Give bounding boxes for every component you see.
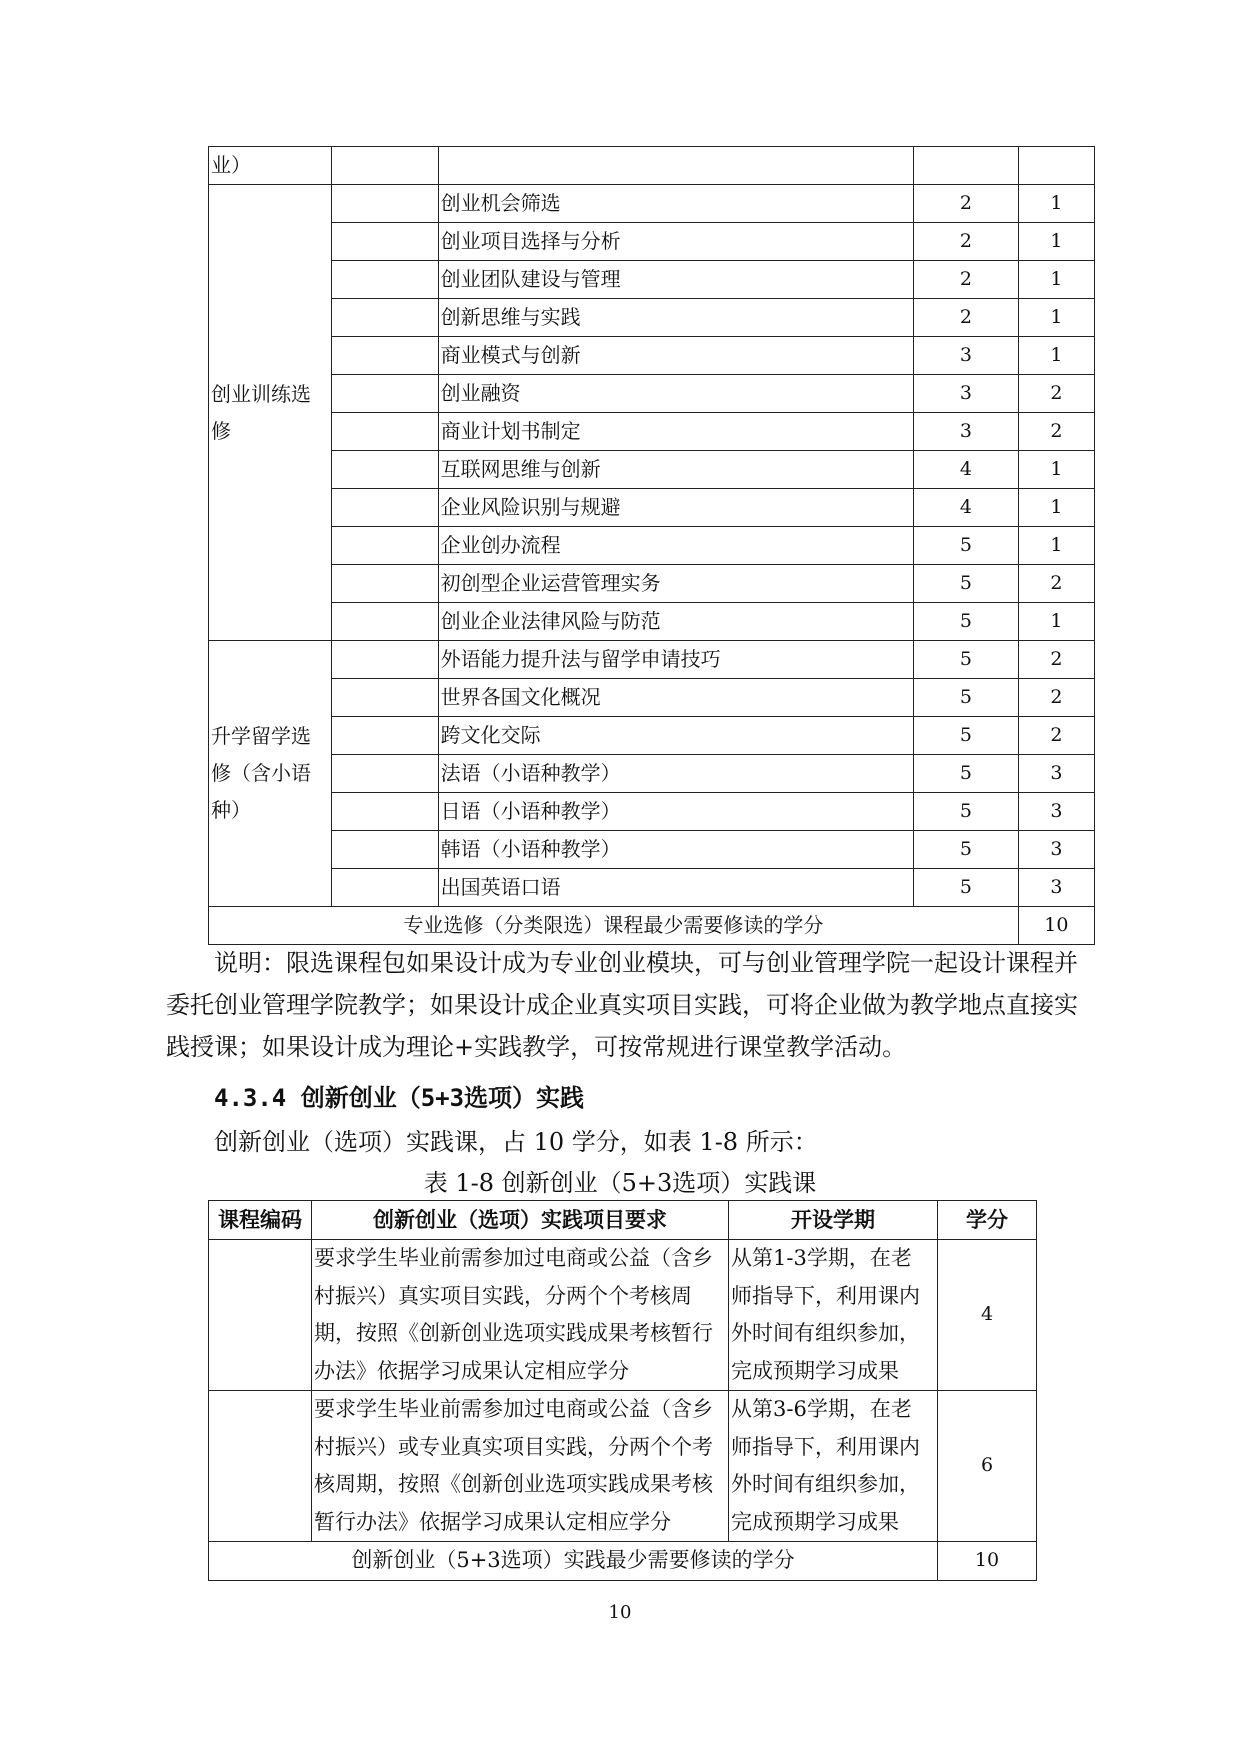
term-cell: 4 [914,489,1019,527]
term-cell: 5 [914,603,1019,641]
course-name-cell: 外语能力提升法与留学申请技巧 [438,641,914,679]
credit-cell: 4 [938,1240,1037,1391]
table-row [209,375,1095,413]
requirement-cell: 要求学生毕业前需参加过电商或公益（含乡 村振兴）或专业真实项目实践，分两个个考 核周期，按照《创新创业选项实践成果考核 暂行办法》依据学习成果认定相应学分 [312,1391,729,1542]
table-row [209,527,1095,565]
course-code-cell [209,1391,312,1542]
summary-row [209,1542,1037,1581]
table-header-row [209,1201,1037,1240]
summary-credit: 10 [1018,907,1094,945]
empty-cell [331,679,438,717]
empty-cell [331,299,438,337]
table-row [209,413,1095,451]
course-name-cell: 创业融资 [438,375,914,413]
course-name-cell: 创业企业法律风险与防范 [438,603,914,641]
table-row [209,755,1095,793]
credit-cell: 2 [1018,565,1094,603]
empty-cell [331,375,438,413]
credit-cell: 6 [938,1391,1037,1542]
header-credit: 学分 [938,1201,1037,1240]
course-name-cell: 企业风险识别与规避 [438,489,914,527]
empty-cell [331,641,438,679]
term-cell: 5 [914,641,1019,679]
table-row [209,717,1095,755]
explanation-note: 说明：限选课程包如果设计成为专业创业模块，可与创业管理学院一起设计课程并委托创业管理学院教学；如果设计成企业真实项目实践，可将企业做为教学地点直接实践授课；如果设计成为理论+实践教学，可按常规进行课堂教学活动。 [166,949,1078,1061]
empty-cell [331,717,438,755]
term-cell: 4 [914,451,1019,489]
elective-course-table [208,146,1095,945]
term-cell: 5 [914,527,1019,565]
table-row [209,299,1095,337]
credit-cell: 1 [1018,527,1094,565]
table-row [209,261,1095,299]
course-name-cell: 世界各国文化概况 [438,679,914,717]
credit-cell: 1 [1018,261,1094,299]
course-name-cell: 初创型企业运营管理实务 [438,565,914,603]
term-cell: 5 [914,755,1019,793]
table-row [209,679,1095,717]
credit-cell: 3 [1018,831,1094,869]
term-cell: 从第3-6学期，在老 师指导下，利用课内 外时间有组织参加， 完成预期学习成果 [729,1391,938,1542]
term-cell: 3 [914,375,1019,413]
empty-cell [331,755,438,793]
table-row [209,147,1095,185]
term-cell: 2 [914,185,1019,223]
empty-cell [331,603,438,641]
term-cell: 5 [914,565,1019,603]
table-row [209,337,1095,375]
section-heading: 4.3.4 创新创业（5+3选项）实践 [214,1084,585,1112]
empty-cell [331,261,438,299]
empty-cell [331,451,438,489]
credit-cell: 2 [1018,641,1094,679]
term-cell: 从第1-3学期，在老 师指导下，利用课内 外时间有组织参加， 完成预期学习成果 [729,1240,938,1391]
table-row [209,223,1095,261]
credit-cell: 1 [1018,603,1094,641]
term-cell: 3 [914,413,1019,451]
table-caption: 表 1-8 创新创业（5+3选项）实践课 [423,1169,817,1197]
term-cell: 3 [914,337,1019,375]
term-cell: 2 [914,299,1019,337]
credit-cell: 2 [1018,413,1094,451]
credit-cell [1018,147,1094,185]
course-name-cell: 出国英语口语 [438,869,914,907]
header-course-code: 课程编码 [209,1201,312,1240]
term-cell: 2 [914,261,1019,299]
course-name-cell: 创业项目选择与分析 [438,223,914,261]
course-name-cell: 跨文化交际 [438,717,914,755]
section-lead-text: 创新创业（选项）实践课，占 10 学分，如表 1-8 所示： [214,1128,818,1156]
header-term: 开设学期 [729,1201,938,1240]
empty-cell [331,185,438,223]
course-name-cell [438,147,914,185]
credit-cell: 3 [1018,793,1094,831]
term-cell: 5 [914,831,1019,869]
course-name-cell: 法语（小语种教学） [438,755,914,793]
table-row [209,793,1095,831]
term-cell: 5 [914,717,1019,755]
table-row [209,603,1095,641]
term-cell: 2 [914,223,1019,261]
course-name-cell: 商业计划书制定 [438,413,914,451]
summary-credit: 10 [938,1542,1037,1581]
group-cell: 业） [209,147,332,185]
summary-label: 创新创业（5+3选项）实践最少需要修读的学分 [209,1542,938,1581]
empty-cell [331,831,438,869]
practice-course-table [208,1200,1037,1581]
term-cell: 5 [914,679,1019,717]
page-number: 10 [608,1602,632,1623]
empty-cell [331,223,438,261]
course-code-cell [209,1240,312,1391]
summary-label: 专业选修（分类限选）课程最少需要修读的学分 [209,907,1019,945]
credit-cell: 2 [1018,717,1094,755]
course-name-cell: 商业模式与创新 [438,337,914,375]
group-cell: 升学留学选修（含小语种） [209,641,332,907]
course-name-cell: 创业团队建设与管理 [438,261,914,299]
empty-cell [331,793,438,831]
credit-cell: 3 [1018,869,1094,907]
course-name-cell: 韩语（小语种教学） [438,831,914,869]
credit-cell: 2 [1018,679,1094,717]
course-name-cell: 互联网思维与创新 [438,451,914,489]
credit-cell: 3 [1018,755,1094,793]
empty-cell [331,337,438,375]
course-name-cell: 企业创办流程 [438,527,914,565]
empty-cell [331,869,438,907]
course-name-cell: 创新思维与实践 [438,299,914,337]
credit-cell: 1 [1018,185,1094,223]
credit-cell: 1 [1018,337,1094,375]
credit-cell: 1 [1018,299,1094,337]
table-row [209,451,1095,489]
table-row [209,869,1095,907]
credit-cell: 1 [1018,489,1094,527]
term-cell: 5 [914,793,1019,831]
credit-cell: 1 [1018,451,1094,489]
empty-cell [331,565,438,603]
empty-cell [331,413,438,451]
table-row [209,185,1095,223]
table-row [209,1240,1037,1391]
table-row [209,489,1095,527]
credit-cell: 1 [1018,223,1094,261]
table-row [209,565,1095,603]
credit-cell: 2 [1018,375,1094,413]
empty-cell [331,489,438,527]
course-name-cell: 创业机会筛选 [438,185,914,223]
header-requirement: 创新创业（选项）实践项目要求 [312,1201,729,1240]
table-row [209,1391,1037,1542]
table-row [209,641,1095,679]
empty-cell [331,147,438,185]
term-cell [914,147,1019,185]
term-cell: 5 [914,869,1019,907]
summary-row [209,907,1095,945]
table-row [209,831,1095,869]
empty-cell [331,527,438,565]
group-cell: 创业训练选修 [209,185,332,641]
requirement-cell: 要求学生毕业前需参加过电商或公益（含乡 村振兴）真实项目实践，分两个个考核周 期，按照《创新创业选项实践成果考核暂行 办法》依据学习成果认定相应学分 [312,1240,729,1391]
course-name-cell: 日语（小语种教学） [438,793,914,831]
